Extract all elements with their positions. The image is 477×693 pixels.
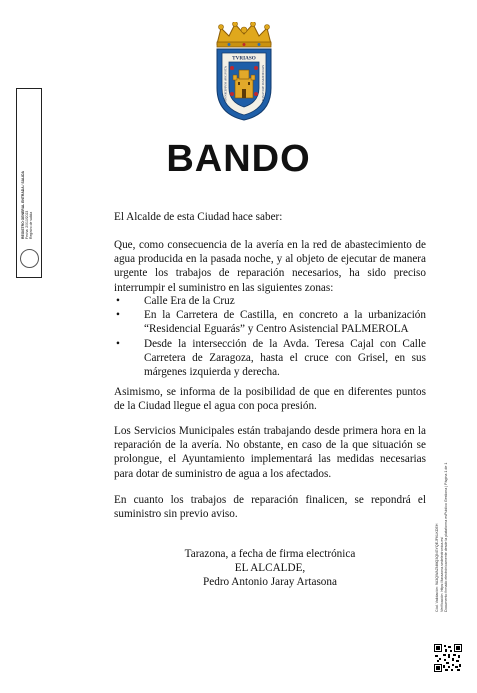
list-item: • Calle Era de la Cruz — [116, 295, 235, 307]
signature-name: Pedro Antonio Jaray Artasona — [203, 576, 337, 588]
document-title: BANDO — [166, 138, 311, 180]
affected-zones-list — [114, 294, 426, 379]
registry-stamp — [16, 88, 42, 278]
paragraph-2: Asimismo, se informa de la posibilidad de que en diferentes puntos de la Ciudad llegue el agua con poca presión. — [114, 386, 426, 413]
validation-text: Cód. Validación: 9A3QWAZNMQ3QNGYQEJFKLKDEH Verificación: https://tarazona.sedelectronica.es/ Documento firmado electrónicamente desde la plataforma esPublico Gestiona | Página 1 de 1 — [435, 462, 449, 612]
crest-motto-right: MVNICIPIVM AVGVSTA — [261, 65, 265, 102]
signature-role: EL ALCALDE, — [234, 562, 306, 574]
qr-code-icon[interactable] — [434, 644, 462, 672]
paragraph-4: En cuanto los trabajos de reparación finalicen, se repondrá el suministro sin previo aviso. — [114, 494, 426, 521]
coat-of-arms-logo — [213, 22, 275, 122]
bullet-icon: • — [116, 337, 120, 350]
seal-icon — [20, 249, 39, 268]
intro-paragraph: El Alcalde de esta Ciudad hace saber: — [114, 211, 283, 223]
bullet-icon: • — [116, 295, 120, 307]
registry-stamp-text: REGISTRO GENERAL ENTRADA / SALIDA Fecha: 20/10/2023 Registro de salida — [21, 170, 33, 239]
crest-motto-top: TVRIASO — [232, 55, 256, 62]
crest-motto-left: MVNICIPIVM AVGVSTA — [223, 65, 228, 102]
paragraph-1: Que, como consecuencia de la avería en la red de abastecimiento de agua producida en la pasada noche, y al objeto de ejecutar de manera urgente los trabajos de reparación necesarios, ha sido preciso interrumpir el suministro en las siguientes zonas: — [114, 239, 426, 294]
list-item: • En la Carretera de Castilla, en concreto a la urbanización “Residencial Eguarás” y Centro Asistencial PALMEROLA — [116, 309, 426, 336]
signature-place-date: Tarazona, a fecha de firma electrónica — [184, 548, 356, 560]
paragraph-3: Los Servicios Municipales están trabajando desde primera hora en la reparación de la avería. No obstante, en caso de la que situación se prolongue, el Ayuntamiento implementará las medidas necesarias para dotar de suministro de agua a los afectados. — [114, 425, 426, 480]
list-item: • Desde la intersección de la Avda. Teresa Cajal con Calle Carretera de Zaragoza, hasta el cruce con Grisel, en sus márgenes izquierda y derecha. — [116, 337, 426, 379]
bullet-icon: • — [116, 309, 120, 322]
